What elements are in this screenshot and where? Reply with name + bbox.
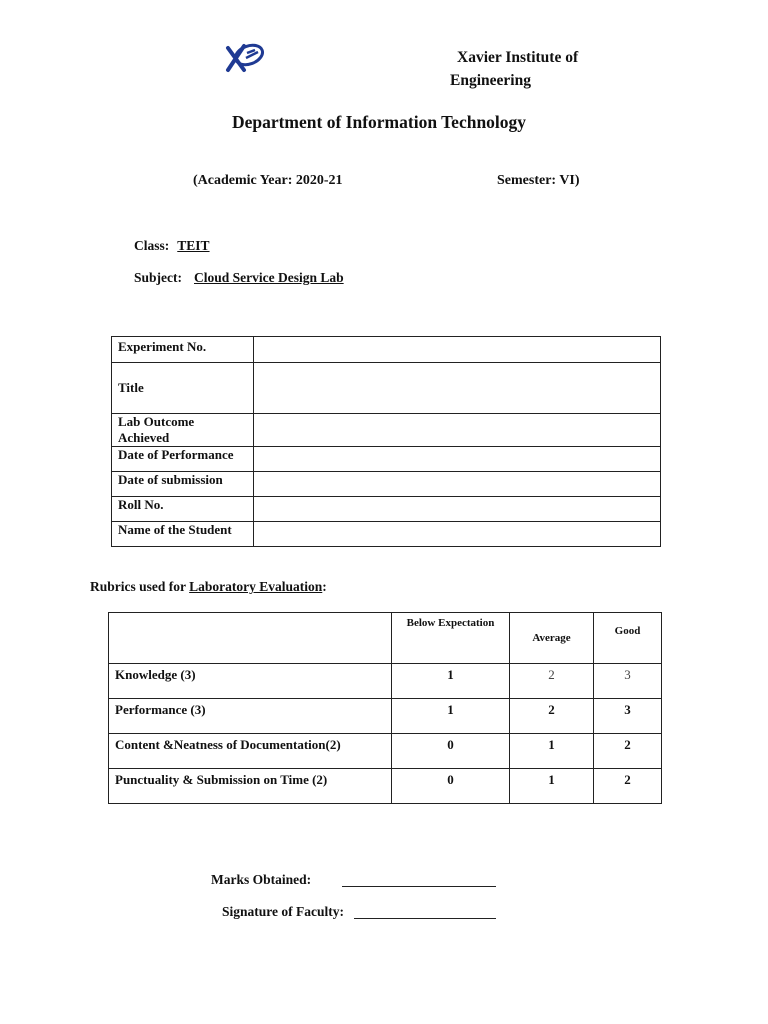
below-score-cell: 0 <box>392 769 510 804</box>
below-score-cell: 0 <box>392 734 510 769</box>
institute-line-1: Xavier Institute of <box>457 49 579 66</box>
rubrics-prefix: Rubrics used for <box>90 579 190 594</box>
experiment-info-table <box>111 336 661 547</box>
below-score-cell: 1 <box>392 664 510 699</box>
criterion-header <box>109 613 392 664</box>
marks-obtained-label: Marks Obtained: <box>211 872 312 887</box>
roll-no-value <box>254 497 661 522</box>
average-score-cell: 1 <box>510 734 594 769</box>
marks-obtained-line[interactable] <box>342 886 496 887</box>
table-row <box>112 497 661 522</box>
table-row <box>112 472 661 497</box>
date-of-performance-value <box>254 447 661 472</box>
signature-label: Signature of Faculty: <box>222 904 344 919</box>
rubrics-table <box>108 612 662 804</box>
roll-no-label: Roll No. <box>112 497 254 522</box>
average-score-cell: 2 <box>510 699 594 734</box>
good-header: Good <box>594 613 662 664</box>
table-row <box>109 734 662 769</box>
lab-outcome-label: Lab Outcome Achieved <box>112 414 254 447</box>
criterion-cell: Punctuality & Submission on Time (2) <box>109 769 392 804</box>
lab-outcome-value <box>254 414 661 447</box>
below-score-cell: 1 <box>392 699 510 734</box>
department-title: Department of Information Technology <box>231 112 527 132</box>
below-expectation-header: Below Expectation <box>392 613 510 664</box>
table-row <box>109 664 662 699</box>
table-row <box>112 337 661 363</box>
table-row <box>109 769 662 804</box>
date-of-submission-value <box>254 472 661 497</box>
class-value: TEIT <box>177 238 210 253</box>
date-of-submission-label: Date of submission <box>112 472 254 497</box>
average-score-cell: 2 <box>510 664 594 699</box>
good-score-cell: 2 <box>594 769 662 804</box>
average-header: Average <box>510 613 594 664</box>
student-name-label: Name of the Student <box>112 522 254 547</box>
average-score-cell: 1 <box>510 769 594 804</box>
title-value <box>254 363 661 414</box>
table-row <box>112 414 661 447</box>
table-row <box>112 363 661 414</box>
subject-value: Cloud Service Design Lab <box>194 270 344 285</box>
experiment-no-label: Experiment No. <box>112 337 254 363</box>
academic-year: (Academic Year: 2020-21 <box>193 173 343 188</box>
rubrics-link-text: Laboratory Evaluation <box>189 579 323 594</box>
rubrics-header-row <box>109 613 662 664</box>
rubrics-heading <box>90 579 327 595</box>
class-label: Class: <box>134 238 170 253</box>
student-name-value <box>254 522 661 547</box>
criterion-cell: Knowledge (3) <box>109 664 392 699</box>
table-row <box>112 522 661 547</box>
institute-name <box>450 46 650 92</box>
title-label: Title <box>112 363 254 414</box>
good-score-cell: 3 <box>594 664 662 699</box>
table-row <box>109 699 662 734</box>
subject-row <box>134 270 344 286</box>
good-score-cell: 3 <box>594 699 662 734</box>
criterion-cell: Content &Neatness of Documentation(2) <box>109 734 392 769</box>
institute-logo <box>222 40 268 76</box>
experiment-no-value <box>254 337 661 363</box>
institute-line-2: Engineering <box>450 72 531 89</box>
good-score-cell: 2 <box>594 734 662 769</box>
signature-line[interactable] <box>354 918 496 919</box>
subject-label: Subject: <box>134 270 182 285</box>
date-of-performance-label: Date of Performance <box>112 447 254 472</box>
criterion-cell: Performance (3) <box>109 699 392 734</box>
class-row <box>134 238 210 254</box>
rubrics-suffix: : <box>322 579 327 594</box>
table-row <box>112 447 661 472</box>
semester: Semester: VI) <box>497 173 580 188</box>
